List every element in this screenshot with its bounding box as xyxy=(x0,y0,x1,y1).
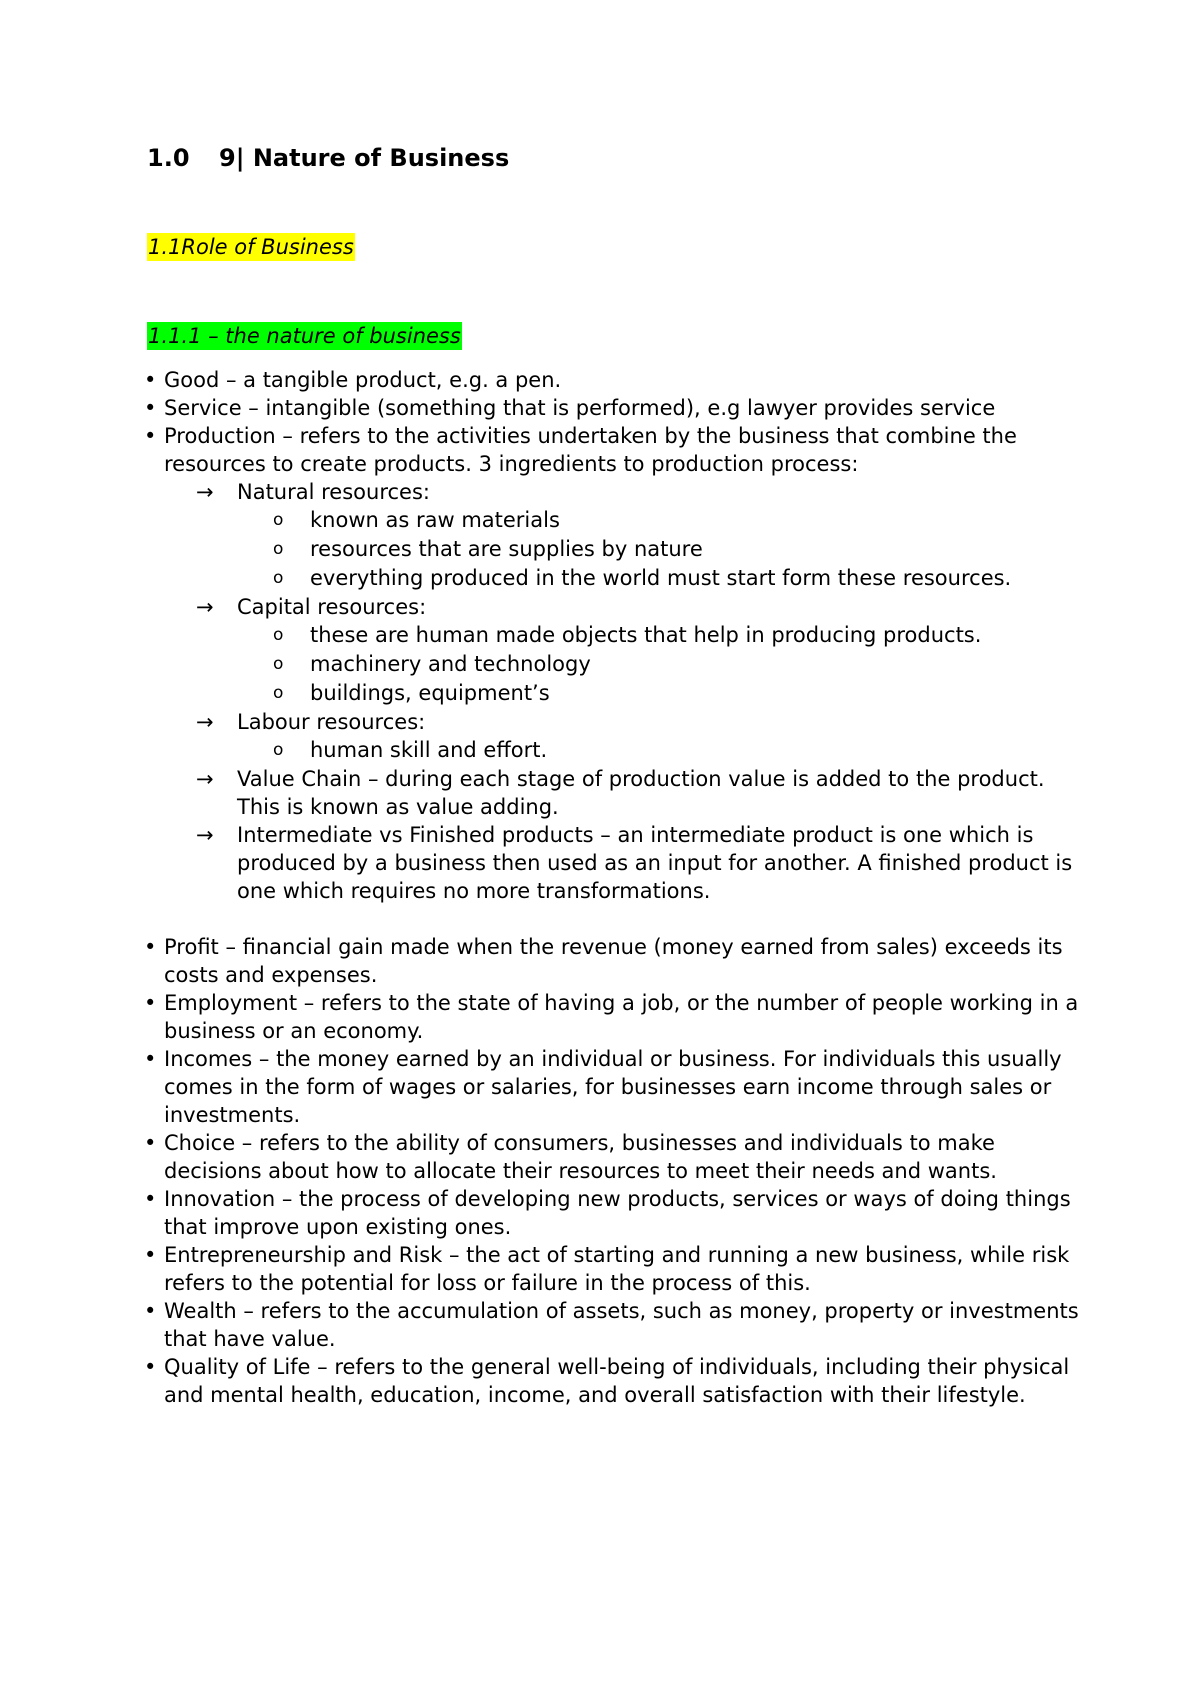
production-item xyxy=(0,821,1087,905)
hollow-circle-icon: o xyxy=(273,683,284,703)
sub-point-text: known as raw materials xyxy=(310,508,560,532)
production-item-text: Capital resources: xyxy=(237,595,427,619)
right-arrow-icon: → xyxy=(196,480,214,504)
right-arrow-icon: → xyxy=(196,823,214,847)
production-item-text: Natural resources: xyxy=(237,480,430,504)
sub-point-text: these are human made objects that help in producing products. xyxy=(310,623,982,647)
bullet-dot-icon: • xyxy=(144,1187,157,1211)
list-item-text: Production – refers to the activities undertaken by the business that combine the resources to create products. 3 ingredients to production process: xyxy=(164,424,1017,476)
bullet-dot-icon: • xyxy=(144,1243,157,1267)
sub-point-text: everything produced in the world must start form these resources. xyxy=(310,566,1012,590)
list-item-text: Service – intangible (something that is performed), e.g lawyer provides service xyxy=(164,396,996,420)
sub-point xyxy=(0,650,1100,679)
hollow-circle-icon: o xyxy=(273,625,284,645)
sub-point xyxy=(0,564,1100,593)
list-item-text: Incomes – the money earned by an individual or business. For individuals this usually comes in the form of wages or salaries, for businesses earn income through sales or investments. xyxy=(164,1047,1062,1127)
content-list xyxy=(0,366,1200,1409)
list-item xyxy=(0,1129,1084,1185)
sub-point xyxy=(0,679,1100,708)
page-heading xyxy=(147,144,509,172)
list-item-text: Innovation – the process of developing new products, services or ways of doing things that improve upon existing ones. xyxy=(164,1187,1071,1239)
sub-point xyxy=(0,736,1100,765)
hollow-circle-icon: o xyxy=(273,740,284,760)
bullet-dot-icon: • xyxy=(144,1299,157,1323)
sub-point-text: resources that are supplies by nature xyxy=(310,537,703,561)
right-arrow-icon: → xyxy=(196,595,214,619)
section-title: 1.1Role of Business xyxy=(148,235,354,259)
production-item xyxy=(0,593,1087,621)
bullet-dot-icon: • xyxy=(144,1131,157,1155)
bullet-dot-icon: • xyxy=(144,1047,157,1071)
bullet-dot-icon: • xyxy=(144,935,157,959)
sub-point-text: machinery and technology xyxy=(310,652,591,676)
spacer xyxy=(0,905,1200,933)
list-item xyxy=(0,989,1084,1045)
sub-point xyxy=(0,535,1100,564)
subsection-title: 1.1.1 – the nature of business xyxy=(148,324,461,348)
right-arrow-icon: → xyxy=(196,767,214,791)
hollow-circle-icon: o xyxy=(273,510,284,530)
list-item xyxy=(0,422,1084,478)
hollow-circle-icon: o xyxy=(273,568,284,588)
list-item xyxy=(0,366,1084,394)
sub-point xyxy=(0,506,1100,535)
list-item-text: Profit – financial gain made when the revenue (money earned from sales) exceeds its costs and expenses. xyxy=(164,935,1063,987)
production-item-text: Value Chain – during each stage of production value is added to the product. This is known as value adding. xyxy=(237,767,1045,819)
bullet-dot-icon: • xyxy=(144,424,157,448)
production-item xyxy=(0,478,1087,506)
bullet-dot-icon: • xyxy=(144,991,157,1015)
sub-point xyxy=(0,621,1100,650)
bullet-dot-icon: • xyxy=(144,1355,157,1379)
list-item xyxy=(0,394,1084,422)
hollow-circle-icon: o xyxy=(273,654,284,674)
right-arrow-icon: → xyxy=(196,710,214,734)
bullet-dot-icon: • xyxy=(144,368,157,392)
list-item xyxy=(0,1297,1084,1353)
list-item-text: Wealth – refers to the accumulation of assets, such as money, property or investments that have value. xyxy=(164,1299,1079,1351)
list-item-text: Quality of Life – refers to the general well-being of individuals, including their physical and mental health, education, income, and overall satisfaction with their lifestyle. xyxy=(164,1355,1070,1407)
list-item-text: Employment – refers to the state of having a job, or the number of people working in a business or an economy. xyxy=(164,991,1079,1043)
heading-number: 1.0 xyxy=(147,144,190,172)
production-item xyxy=(0,765,1087,821)
production-item-text: Intermediate vs Finished products – an intermediate product is one which is produced by a business then used as an input for another. A finished product is one which requires no more transformations. xyxy=(237,823,1073,903)
sub-point-text: human skill and effort. xyxy=(310,738,548,762)
list-item xyxy=(0,1185,1084,1241)
production-item xyxy=(0,708,1087,736)
heading-title: 9| Nature of Business xyxy=(219,144,510,172)
list-item xyxy=(0,933,1084,989)
sub-point-text: buildings, equipment’s xyxy=(310,681,550,705)
hollow-circle-icon: o xyxy=(273,539,284,559)
list-item xyxy=(0,1353,1084,1409)
list-item-text: Good – a tangible product, e.g. a pen. xyxy=(164,368,562,392)
bullet-dot-icon: • xyxy=(144,396,157,420)
list-item xyxy=(0,1045,1084,1129)
list-item-text: Entrepreneurship and Risk – the act of starting and running a new business, while risk refers to the potential for loss or failure in the process of this. xyxy=(164,1243,1070,1295)
list-item xyxy=(0,1241,1084,1297)
list-item-text: Choice – refers to the ability of consumers, businesses and individuals to make decisions about how to allocate their resources to meet their needs and wants. xyxy=(164,1131,997,1183)
production-item-text: Labour resources: xyxy=(237,710,426,734)
